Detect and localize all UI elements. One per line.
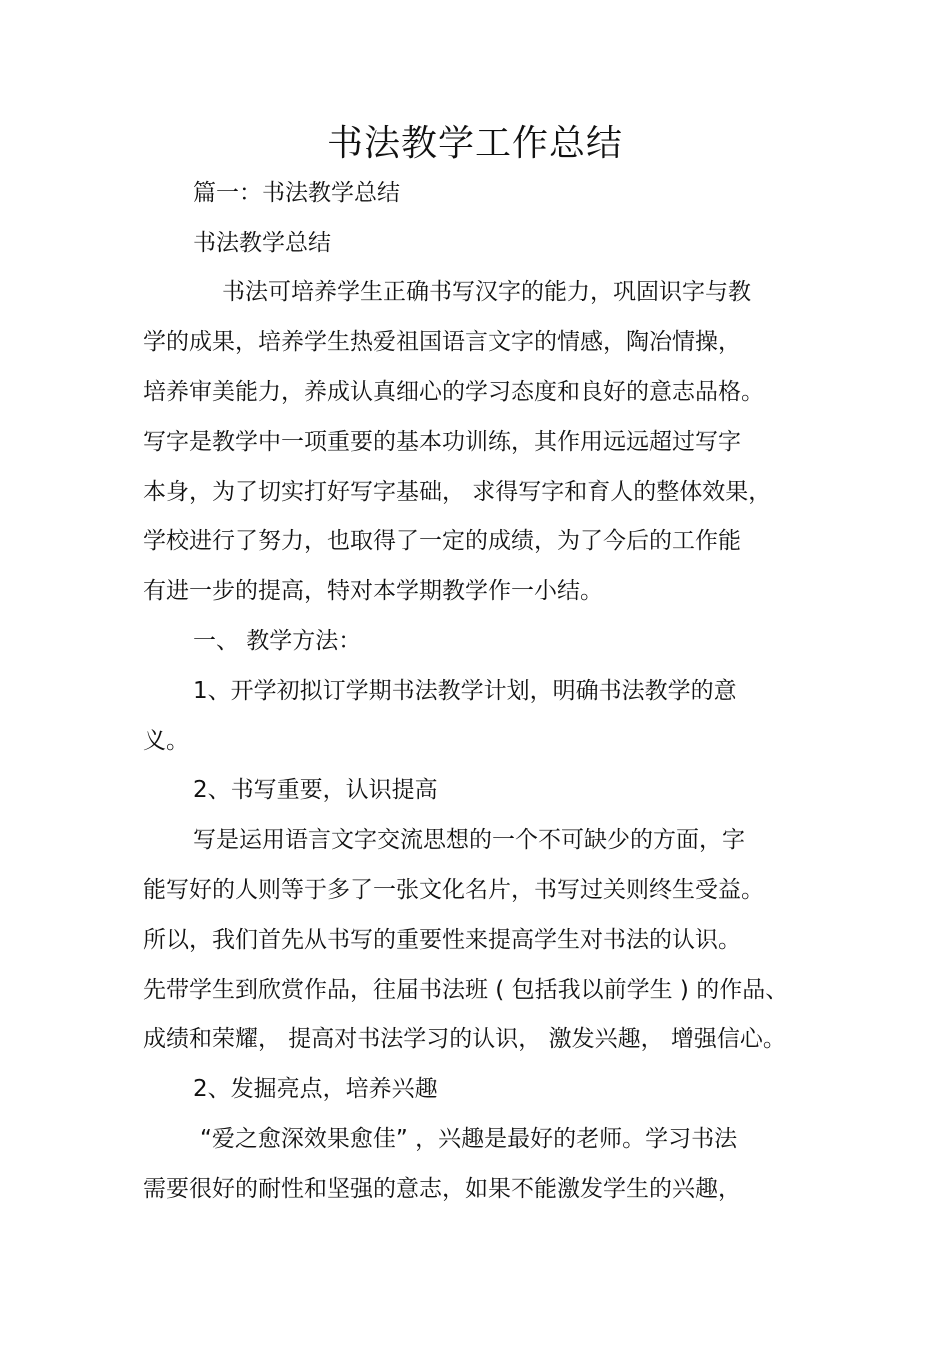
- text-line: 所以，我们首先从书写的重要性来提高学生对书法的认识。: [143, 927, 741, 953]
- text-line: 学校进行了努力，也取得了一定的成绩，为了今后的工作能: [143, 528, 741, 554]
- text-line: 成绩和荣耀， 提高对书法学习的认识， 激发兴趣， 增强信心。: [143, 1026, 786, 1052]
- text-line: 本身，为了切实打好写字基础， 求得写字和育人的整体效果，: [143, 479, 772, 505]
- text-line: 义。: [143, 728, 189, 754]
- document-title: 书法教学工作总结: [326, 123, 623, 164]
- text-line: 写字是教学中一项重要的基本功训练，其作用远远超过写字: [143, 429, 741, 455]
- text-line: 篇一：书法教学总结: [193, 180, 400, 206]
- text-line: 书法教学总结: [193, 230, 331, 256]
- text-line: 培养审美能力，养成认真细心的学习态度和良好的意志品格。: [143, 379, 764, 405]
- text-line: 先带学生到欣赏作品，往届书法班 ( 包括我以前学生 ) 的作品、: [143, 977, 789, 1003]
- subheading: 2、发掘亮点，培养兴趣: [193, 1076, 438, 1102]
- subheading: 2、书写重要，认识提高: [193, 777, 438, 803]
- text-line: 书法可培养学生正确书写汉字的能力，巩固识字与教: [222, 279, 751, 305]
- text-line: 写是运用语言文字交流思想的一个不可缺少的方面，字: [193, 827, 745, 853]
- text-line: 有进一步的提高，特对本学期教学作一小结。: [143, 578, 603, 604]
- text-line: 能写好的人则等于多了一张文化名片，书写过关则终生受益。: [143, 877, 764, 903]
- text-line: 1、开学初拟订学期书法教学计划，明确书法教学的意: [193, 678, 737, 704]
- text-line: “爱之愈深效果愈佳” ，兴趣是最好的老师。学习书法: [200, 1126, 738, 1152]
- section-heading: 一、 教学方法：: [193, 628, 362, 654]
- text-line: 需要很好的耐性和坚强的意志，如果不能激发学生的兴趣，: [143, 1176, 741, 1202]
- text-line: 学的成果，培养学生热爱祖国语言文字的情感，陶冶情操，: [143, 329, 741, 355]
